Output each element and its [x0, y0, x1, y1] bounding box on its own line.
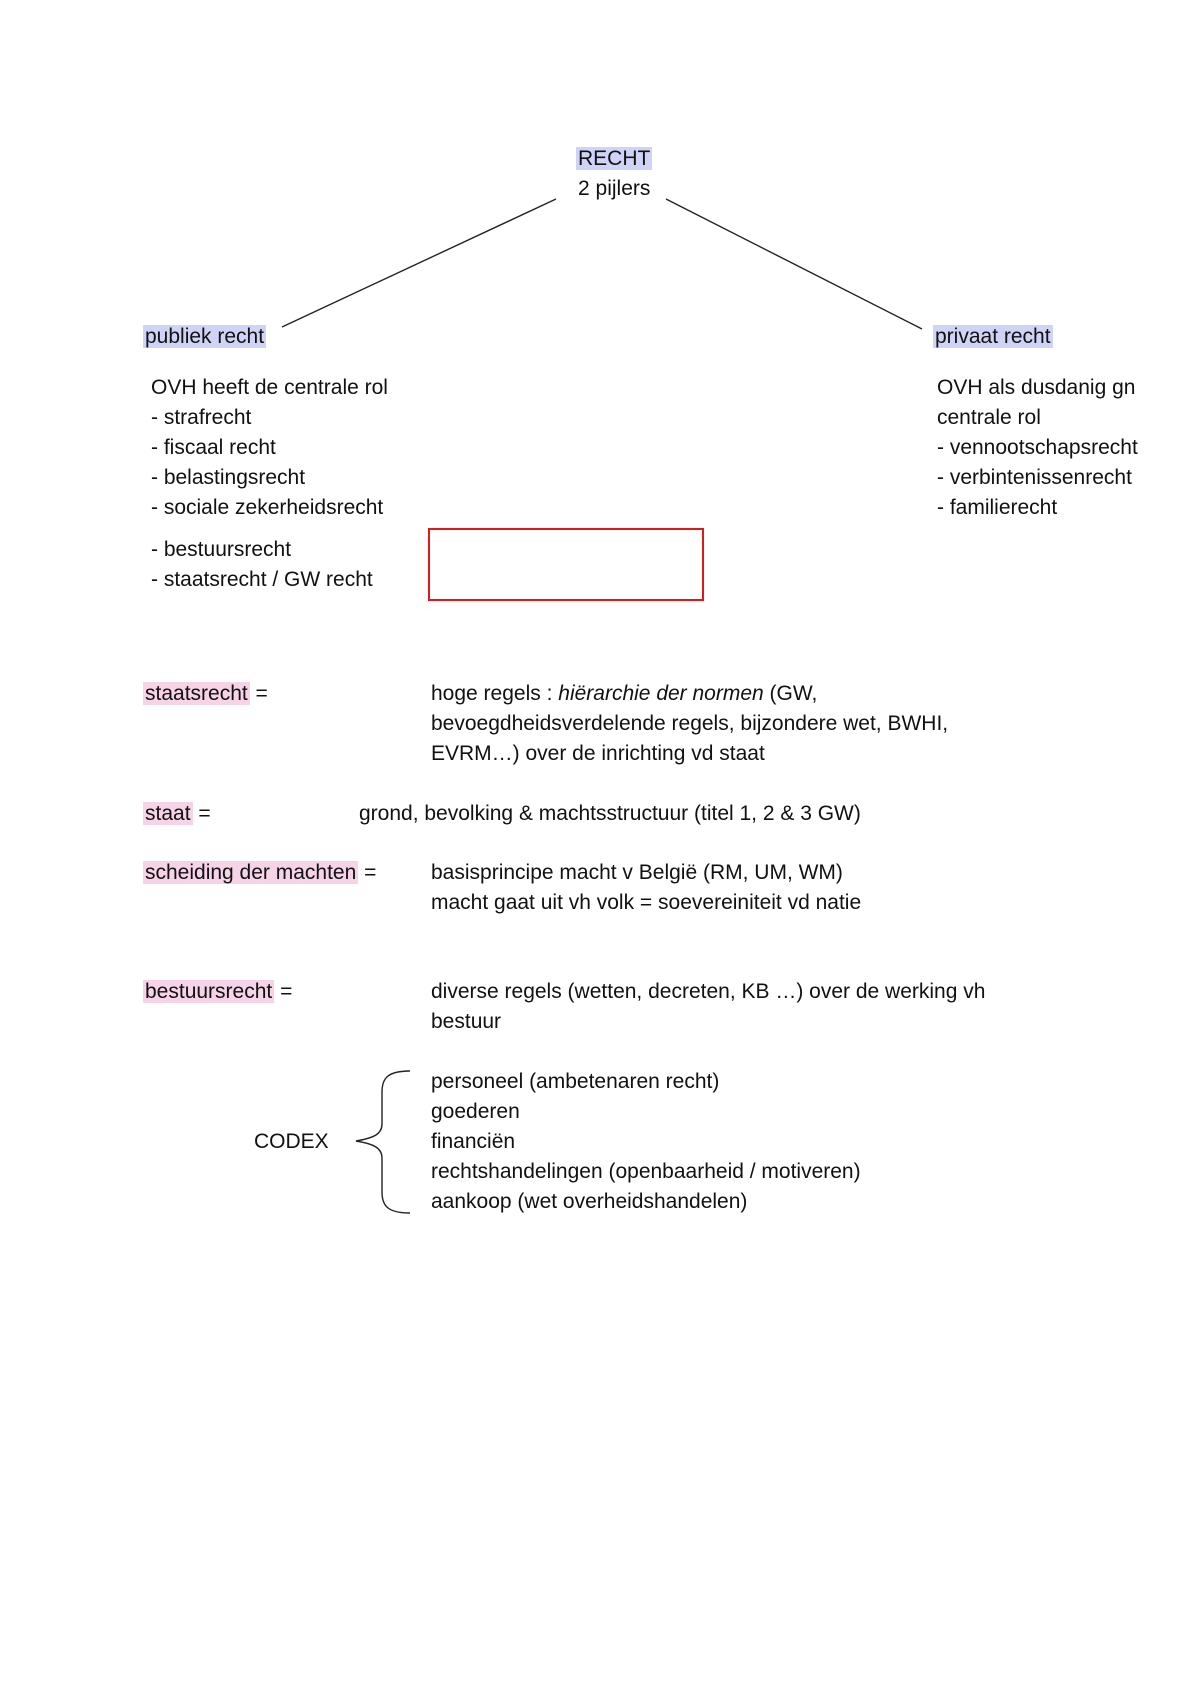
def-staat: grond, bevolking & machtsstructuur (titel 1, 2 & 3 GW) — [359, 802, 861, 825]
def-line: macht gaat uit vh volk = soevereiniteit vd natie — [431, 891, 862, 914]
left-heading: publiek recht — [145, 325, 265, 348]
right-heading: privaat recht — [935, 325, 1051, 348]
term-staat: staat = — [145, 802, 211, 825]
right-line: - verbintenissenrecht — [937, 466, 1132, 489]
term-scheiding: scheiding der machten = — [145, 861, 377, 884]
codex-brace — [356, 1071, 410, 1213]
codex-item: aankoop (wet overheidshandelen) — [431, 1190, 748, 1213]
def-scheiding — [431, 858, 861, 918]
left-line: - fiscaal recht — [151, 436, 276, 459]
left-list — [151, 373, 388, 523]
def-bestuursrecht — [431, 977, 985, 1037]
connector-left — [282, 199, 556, 327]
codex-list — [431, 1067, 861, 1217]
right-list — [937, 373, 1138, 523]
left-line: OVH heeft de centrale rol — [151, 376, 388, 399]
term-staatsrecht: staatsrecht = — [145, 682, 268, 705]
term-bestuursrecht: bestuursrecht = — [145, 980, 293, 1003]
root-subtitle: 2 pijlers — [578, 177, 651, 200]
right-line: centrale rol — [937, 406, 1041, 429]
def-line: basisprincipe macht v België (RM, UM, WM) — [431, 861, 843, 884]
left-line: - belastingsrecht — [151, 466, 306, 489]
root-title: RECHT — [578, 147, 651, 170]
def-line: hoge regels : hiërarchie der normen (GW, — [431, 682, 818, 705]
connector-right — [666, 199, 922, 329]
red-annotation-box — [428, 528, 704, 601]
codex-item: financiën — [431, 1130, 516, 1153]
right-line: - familierecht — [937, 496, 1058, 519]
codex-item: goederen — [431, 1100, 520, 1123]
right-line: - vennootschapsrecht — [937, 436, 1138, 459]
codex-item: personeel (ambetenaren recht) — [431, 1070, 720, 1093]
codex-label: CODEX — [254, 1130, 329, 1153]
left-line: - sociale zekerheidsrecht — [151, 496, 384, 519]
def-line: EVRM…) over de inrichting vd staat — [431, 742, 765, 765]
def-line: bestuur — [431, 1010, 502, 1033]
def-line: diverse regels (wetten, decreten, KB …) over de werking vh — [431, 980, 986, 1003]
left-list-2 — [151, 535, 373, 595]
def-line: bevoegdheidsverdelende regels, bijzondere wet, BWHI, — [431, 712, 949, 735]
codex-item: rechtshandelingen (openbaarheid / motiveren) — [431, 1160, 861, 1183]
left-line: - bestuursrecht — [151, 538, 292, 561]
right-line: OVH als dusdanig gn — [937, 376, 1136, 399]
left-line: - strafrecht — [151, 406, 252, 429]
def-staatsrecht — [431, 679, 948, 769]
left-line: - staatsrecht / GW recht — [151, 568, 373, 591]
